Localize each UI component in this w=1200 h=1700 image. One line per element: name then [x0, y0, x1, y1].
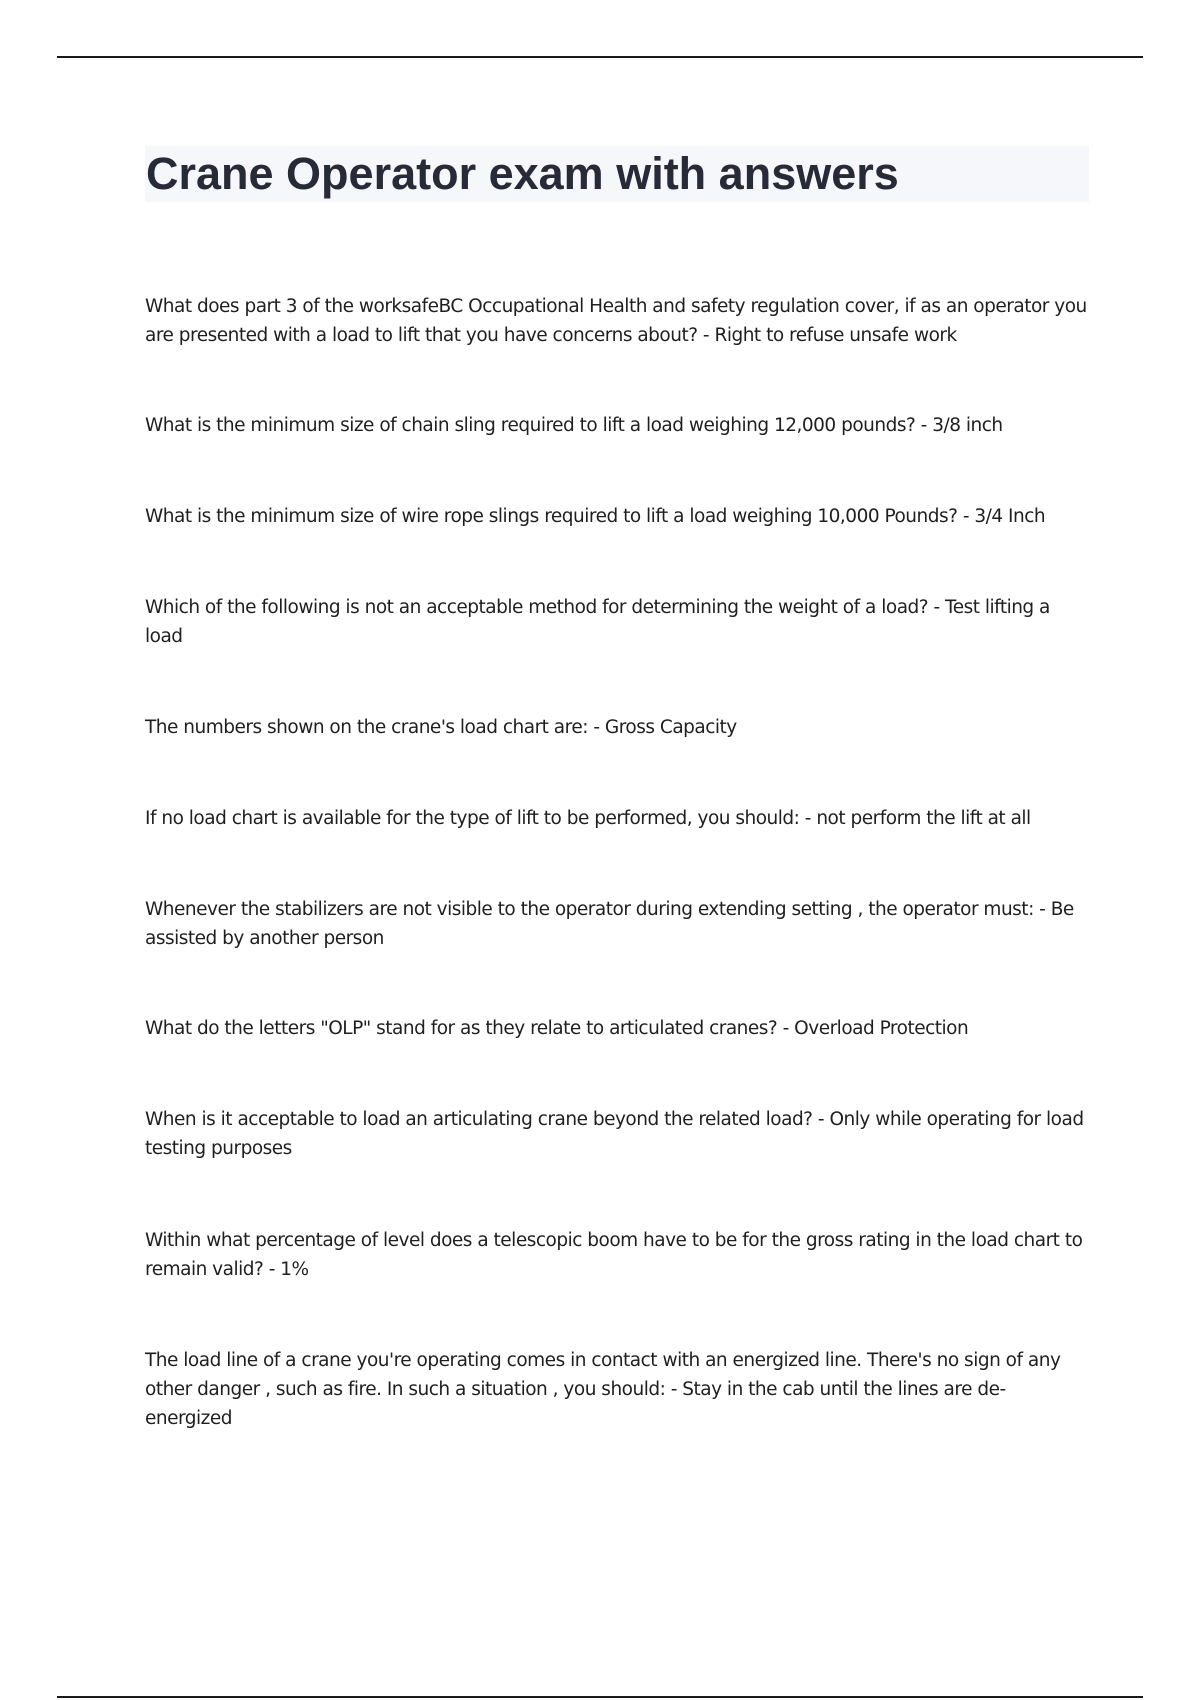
- bottom-rule: [57, 1696, 1143, 1698]
- page-title: Crane Operator exam with answers: [146, 148, 899, 199]
- qa-item-4: Which of the following is not an acceptable method for determining the weight of a load? - Test lifting a load: [145, 597, 1050, 647]
- top-rule: [57, 56, 1143, 58]
- qa-item-10: Within what percentage of level does a telescopic boom have to be for the gross rating in the load chart to remain valid? - 1%: [145, 1230, 1083, 1280]
- qa-item-8: What do the letters "OLP" stand for as they relate to articulated cranes? - Overload Protection: [145, 1018, 969, 1039]
- qa-item-5: The numbers shown on the crane's load chart are: - Gross Capacity: [145, 717, 737, 738]
- qa-item-9: When is it acceptable to load an articulating crane beyond the related load? - Only while operating for load testing purposes: [145, 1109, 1084, 1159]
- qa-item-11: The load line of a crane you're operating comes in contact with an energized line. There's no sign of any other danger , such as fire. In such a situation , you should: - Stay in the cab until the lines are de-energized: [145, 1350, 1061, 1429]
- qa-item-1: What does part 3 of the worksafeBC Occupational Health and safety regulation cover, if as an operator you are presented with a load to lift that you have concerns about? - Right to refuse unsafe work: [145, 296, 1087, 346]
- qa-item-7: Whenever the stabilizers are not visible to the operator during extending setting , the operator must: - Be assisted by another person: [145, 899, 1074, 949]
- qa-item-6: If no load chart is available for the type of lift to be performed, you should: - not perform the lift at all: [145, 808, 1031, 829]
- qa-item-3: What is the minimum size of wire rope slings required to lift a load weighing 10,000 Pounds? - 3/4 Inch: [145, 506, 1046, 527]
- qa-item-2: What is the minimum size of chain sling required to lift a load weighing 12,000 pounds? - 3/8 inch: [145, 415, 1003, 436]
